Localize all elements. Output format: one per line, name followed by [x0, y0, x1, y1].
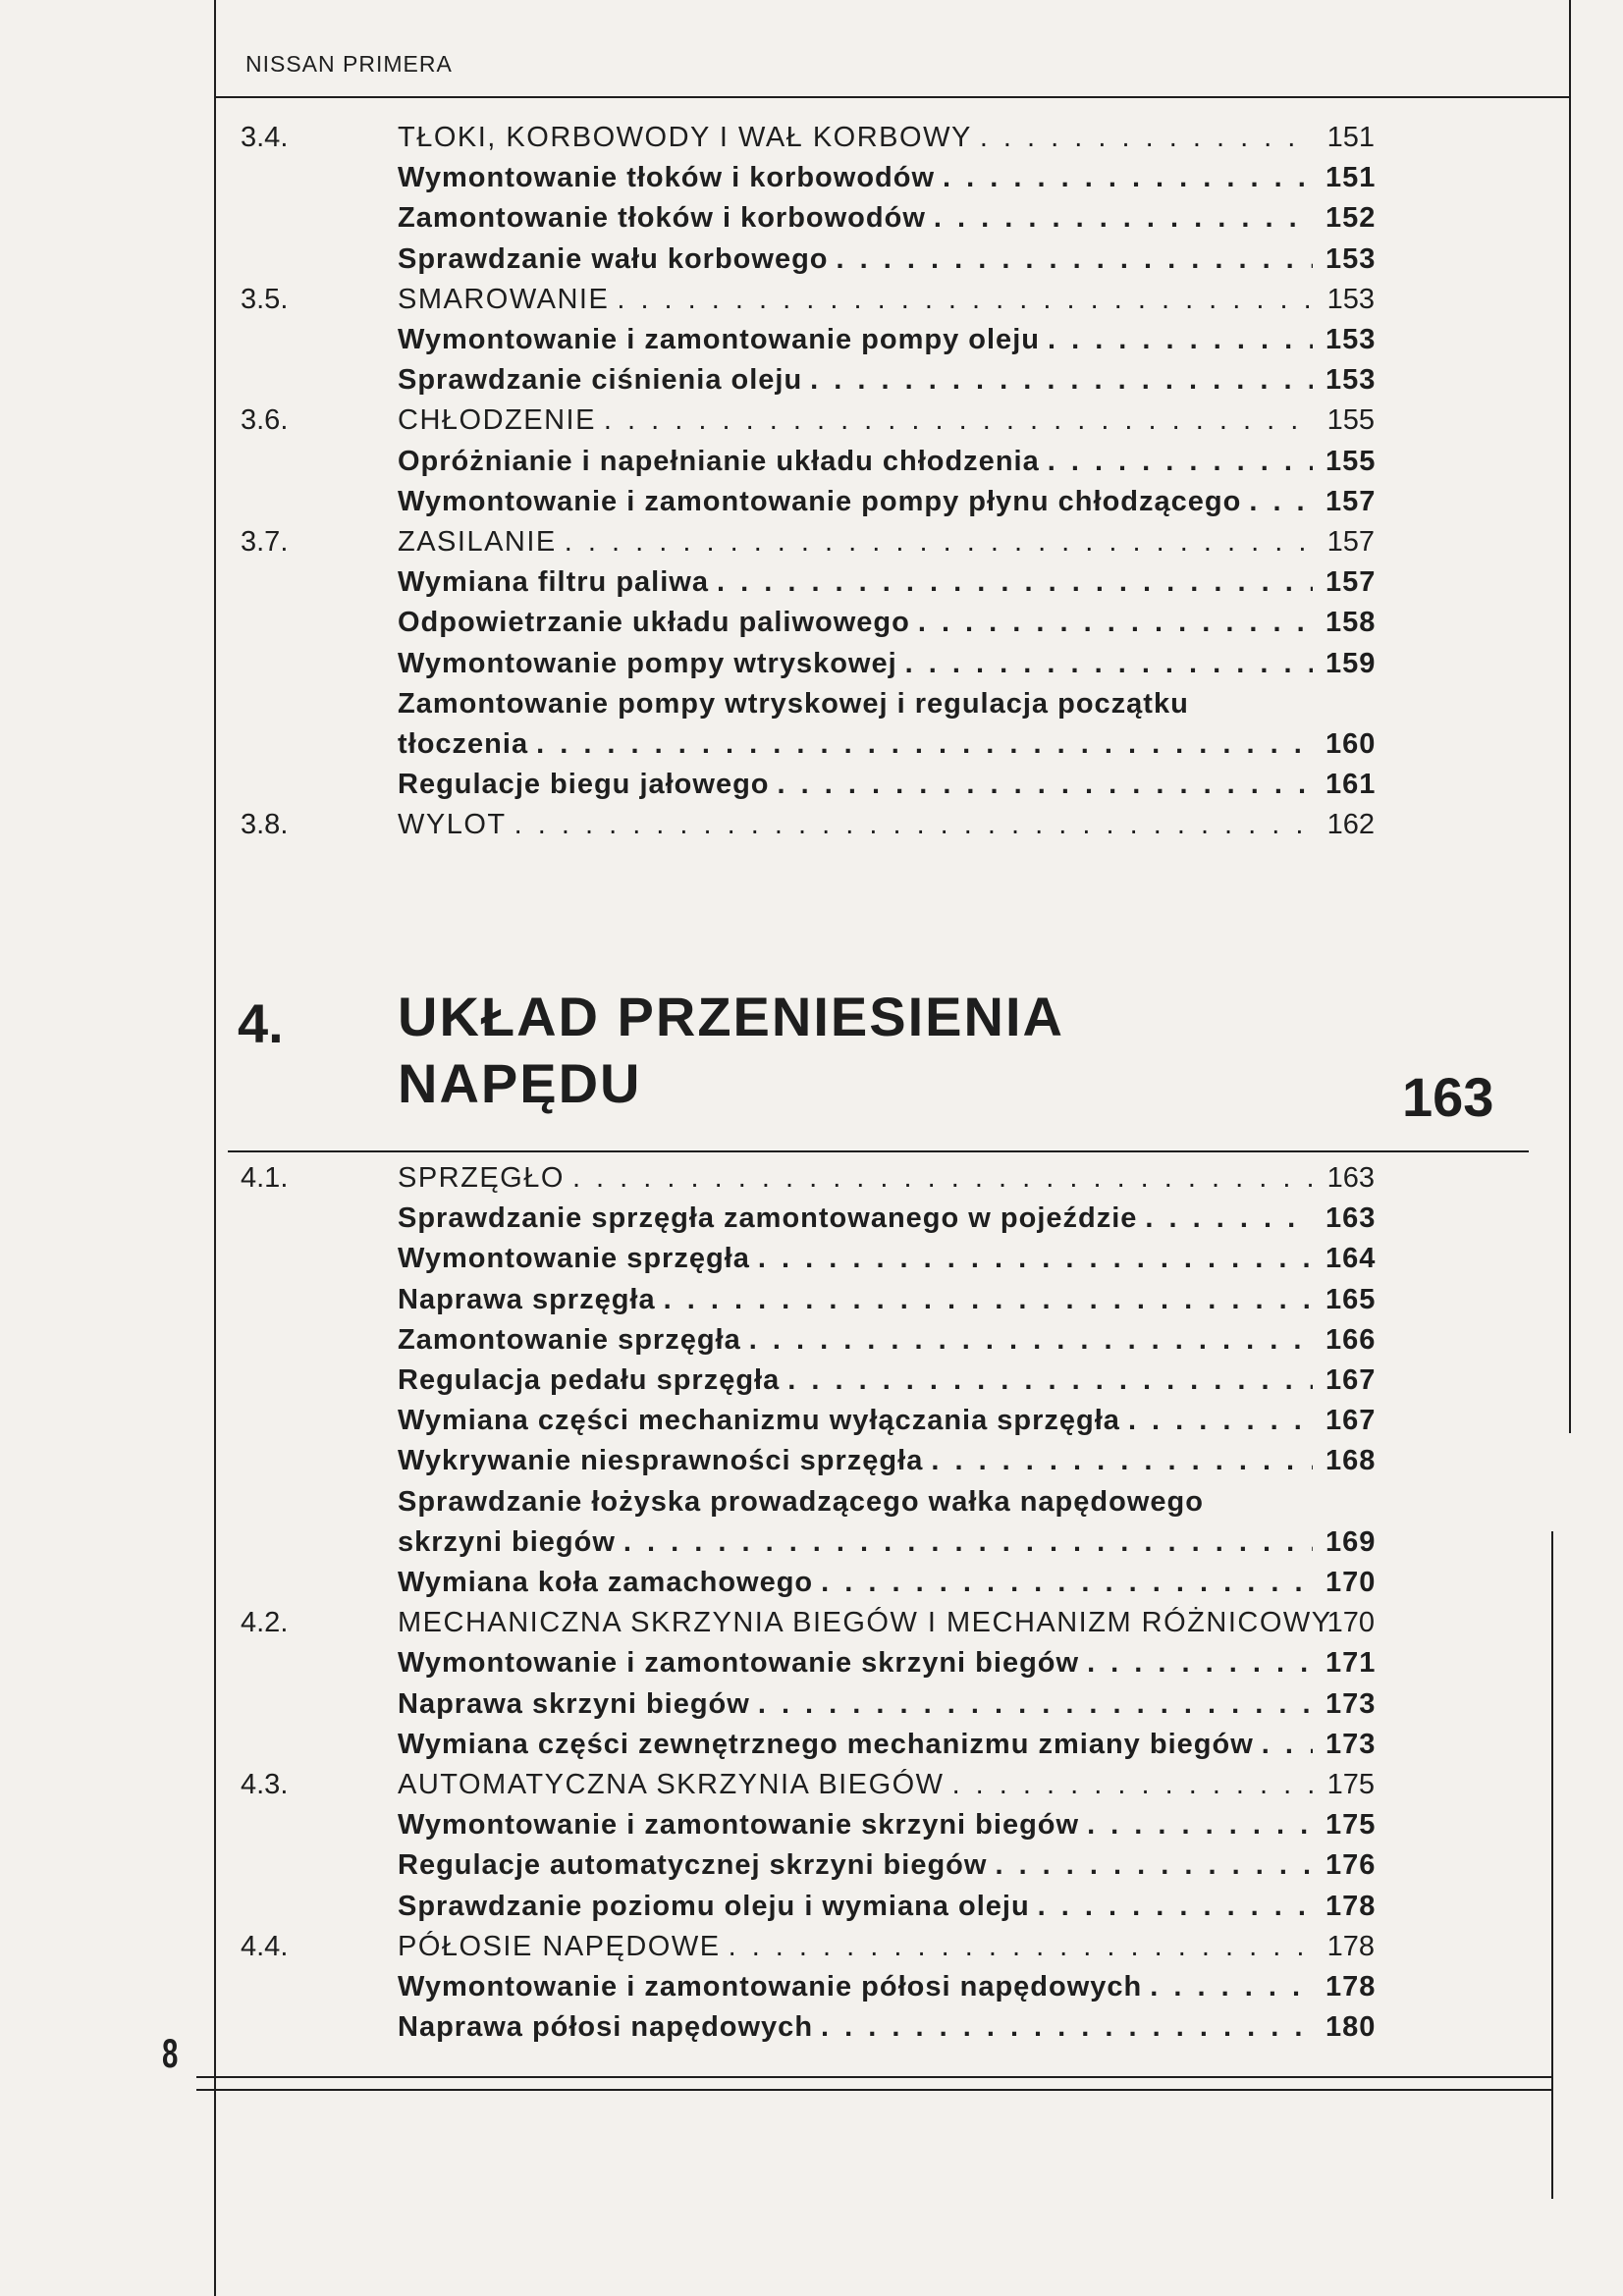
- toc-entry-number: 4.4.: [241, 1930, 289, 1962]
- toc-entry-title-text: Wymiana części zewnętrznego mechanizmu zmiany biegów: [398, 1728, 1254, 1760]
- toc-entry-title: [398, 284, 1321, 316]
- dot-leader: [918, 607, 1313, 639]
- toc-entry-title-text: WYLOT: [398, 809, 507, 841]
- toc-entry-title: [398, 728, 1321, 761]
- chapter-rule: [228, 1150, 1529, 1152]
- toc-entry-page: 168: [1325, 1445, 1377, 1477]
- toc-entry-title: [398, 446, 1321, 478]
- toc-entry-title: [398, 1405, 1321, 1437]
- toc-entry-title-text: Wymontowanie i zamontowanie skrzyni biegów: [398, 1647, 1080, 1680]
- toc-entry: [0, 1971, 1623, 2010]
- toc-entry-title: [398, 809, 1321, 841]
- toc-entry-page: 175: [1325, 1809, 1377, 1842]
- toc-entry-title-text: Wymontowanie i zamontowanie półosi napędowych: [398, 1971, 1143, 2002]
- toc-entry-page: 155: [1326, 404, 1375, 437]
- toc-entry: [0, 243, 1623, 283]
- toc-entry: [0, 324, 1623, 363]
- toc-entry-title: [398, 1162, 1321, 1195]
- toc-entry-title: [398, 1364, 1321, 1397]
- dot-leader: [1128, 1405, 1313, 1437]
- toc-entry-title-text: PÓŁOSIE NAPĘDOWE: [398, 1930, 721, 1962]
- toc-entry: [0, 1931, 1623, 1970]
- toc-entry-page: 162: [1326, 809, 1375, 841]
- toc-entry: [0, 1202, 1623, 1242]
- toc-entry: [0, 809, 1623, 848]
- toc-entry-title-text: Regulacja pedału sprzęgła: [398, 1364, 781, 1396]
- chapter-page-number: 163: [1402, 1066, 1494, 1128]
- dot-leader: [837, 243, 1313, 276]
- toc-entry-title-text: Wymontowanie tłoków i korbowodów: [398, 162, 936, 194]
- toc-entry: [0, 1849, 1623, 1889]
- toc-entry-title: [398, 162, 1321, 194]
- toc-entry: [0, 1809, 1623, 1848]
- toc-entry-title-text: Zamontowanie tłoków i korbowodów: [398, 202, 926, 235]
- toc-entry-title-text: MECHANICZNA SKRZYNIA BIEGÓW I MECHANIZM RÓŻNICOWY: [398, 1607, 1332, 1639]
- dot-leader: [821, 2011, 1313, 2044]
- toc-entry-title-text: Wymontowanie sprzęgła: [398, 1243, 750, 1275]
- dot-leader: [717, 566, 1313, 599]
- toc-entry: [0, 607, 1623, 646]
- dot-leader: [787, 1364, 1313, 1397]
- toc-entry-page: 151: [1326, 122, 1375, 153]
- toc-entry-page: 176: [1325, 1849, 1377, 1882]
- toc-entry: [0, 1243, 1623, 1282]
- toc-entry-number: 3.4.: [241, 122, 289, 153]
- toc-entry-page: 170: [1326, 1607, 1375, 1639]
- toc-entry-title: [398, 566, 1321, 599]
- dot-leader: [565, 526, 1313, 559]
- toc-entry-title-text: TŁOKI, KORBOWODY I WAŁ KORBOWY: [398, 122, 972, 153]
- dot-leader: [1262, 1729, 1313, 1761]
- toc-entry-number: 3.7.: [241, 526, 289, 558]
- toc-entry-page: 153: [1326, 283, 1375, 315]
- dot-leader: [749, 1324, 1313, 1357]
- dot-leader: [1048, 324, 1313, 356]
- toc-entry-title: [398, 122, 1321, 154]
- toc-entry-title: [398, 1567, 1321, 1599]
- toc-entry-title: [398, 1284, 1321, 1316]
- toc-entry: [0, 202, 1623, 241]
- dot-leader: [810, 364, 1313, 397]
- toc-entry-number: 3.6.: [241, 404, 289, 437]
- toc-entry-page: 169: [1325, 1525, 1377, 1558]
- toc-entry-title-text: AUTOMATYCZNA SKRZYNIA BIEGÓW: [398, 1769, 945, 1800]
- dot-leader: [758, 1243, 1313, 1275]
- toc-entry-title: [398, 1688, 1321, 1721]
- toc-entry-title: [398, 688, 1321, 721]
- toc-entry-title: [398, 1849, 1321, 1882]
- toc-entry-page: 151: [1325, 162, 1377, 194]
- toc-entry: [0, 162, 1623, 201]
- dot-leader: [952, 1769, 1313, 1801]
- toc-entry-title-text: Sprawdzanie ciśnienia oleju: [398, 364, 803, 397]
- toc-entry-title: [398, 324, 1321, 356]
- toc-entry-title-text: Zamontowanie pompy wtryskowej i regulacja początku: [398, 687, 1189, 720]
- toc-entry: [0, 648, 1623, 687]
- dot-leader: [1087, 1647, 1313, 1680]
- toc-entry-number: 3.5.: [241, 283, 289, 315]
- dot-leader: [758, 1688, 1313, 1721]
- toc-entry-title: [398, 648, 1321, 680]
- toc-entry: [0, 688, 1623, 727]
- toc-entry: [0, 1526, 1623, 1566]
- toc-entry: [0, 566, 1623, 606]
- toc-entry-page: 171: [1325, 1647, 1377, 1680]
- toc-entry-title: [398, 1931, 1321, 1963]
- toc-entry-title-text: Odpowietrzanie układu paliwowego: [398, 607, 910, 639]
- chapter-title: [398, 984, 1064, 1117]
- toc-entry-title: [398, 1324, 1321, 1357]
- toc-entry-page: 178: [1325, 1971, 1377, 2002]
- toc-entry-number: 4.3.: [241, 1769, 289, 1800]
- dot-leader: [604, 404, 1313, 437]
- toc-entry: [0, 364, 1623, 403]
- toc-entry-page: 165: [1325, 1283, 1377, 1315]
- dot-leader: [1048, 446, 1313, 478]
- toc-entry: [0, 1284, 1623, 1323]
- toc-entry-title: [398, 243, 1321, 276]
- toc-entry: [0, 1647, 1623, 1686]
- toc-entry-page: 159: [1325, 647, 1377, 679]
- toc-entry-page: 163: [1326, 1162, 1375, 1194]
- toc-entry-page: 153: [1325, 324, 1377, 355]
- toc-entry-title: [398, 1445, 1321, 1477]
- toc-entry-title-text: Naprawa półosi napędowych: [398, 2011, 814, 2044]
- toc-entry-title: [398, 1243, 1321, 1275]
- toc-entry: [0, 1162, 1623, 1201]
- toc-entry-title-text: Regulacje biegu jałowego: [398, 769, 770, 801]
- toc-entry-title-text: Wymiana części mechanizmu wyłączania sprzęgła: [398, 1405, 1120, 1437]
- dot-leader: [934, 202, 1313, 235]
- toc-entry-title: [398, 1971, 1321, 2003]
- dot-leader: [980, 122, 1313, 154]
- dot-leader: [514, 809, 1313, 841]
- toc-entry-title-text: Sprawdzanie łożyska prowadzącego wałka napędowego: [398, 1485, 1204, 1518]
- dot-leader: [1038, 1891, 1313, 1923]
- toc-entry-title: [398, 1891, 1321, 1923]
- footer-rule-lower: [196, 2089, 1551, 2091]
- toc-entry-title-text: Wymontowanie i zamontowanie pompy oleju: [398, 324, 1040, 355]
- toc-entry-title-text: Sprawdzanie wału korbowego: [398, 242, 829, 275]
- toc-entry-number: 3.8.: [241, 809, 289, 841]
- toc-entry-title: [398, 1486, 1321, 1519]
- toc-entry-page: 161: [1325, 769, 1377, 801]
- dot-leader: [729, 1931, 1313, 1963]
- toc-entry-title-text: Naprawa sprzęgła: [398, 1283, 656, 1315]
- toc-entry-page: 173: [1325, 1687, 1377, 1720]
- toc-entry: [0, 486, 1623, 525]
- toc-entry-title-text: Sprawdzanie sprzęgła zamontowanego w pojeździe: [398, 1202, 1138, 1235]
- toc-entry-page: 180: [1325, 2011, 1377, 2044]
- toc-entry: [0, 446, 1623, 485]
- chapter-title-line-1: UKŁAD PRZENIESIENIA: [398, 986, 1064, 1047]
- toc-entry-page: 178: [1325, 1890, 1377, 1922]
- toc-entry-page: 152: [1325, 202, 1377, 235]
- toc-entry-title-text: CHŁODZENIE: [398, 404, 596, 437]
- toc-entry-page: 153: [1325, 364, 1377, 397]
- toc-entry-title-text: Wykrywanie niesprawności sprzęgła: [398, 1445, 924, 1477]
- dot-leader: [943, 162, 1313, 194]
- toc-entry-page: 167: [1325, 1364, 1377, 1396]
- toc-entry-title: [398, 364, 1321, 397]
- toc-entry-page: 166: [1325, 1323, 1377, 1356]
- toc-entry: [0, 1364, 1623, 1404]
- toc-entry: [0, 1324, 1623, 1363]
- toc-entry-title: [398, 1526, 1321, 1559]
- dot-leader: [1087, 1809, 1313, 1842]
- toc-entry-title: [398, 769, 1321, 801]
- dot-leader: [905, 648, 1313, 680]
- dot-leader: [617, 284, 1313, 316]
- toc-entry-title: [398, 526, 1321, 559]
- toc-entry-title: [398, 1202, 1321, 1235]
- toc-entry-title-text: Wymontowanie i zamontowanie pompy płynu chłodzącego: [398, 485, 1242, 517]
- toc-entry-title-text: SPRZĘGŁO: [398, 1162, 565, 1194]
- dot-leader: [1150, 1971, 1313, 2003]
- toc-entry-title-text: Wymontowanie pompy wtryskowej: [398, 647, 897, 679]
- toc-entry-title-text: Sprawdzanie poziomu oleju i wymiana oleju: [398, 1890, 1030, 1922]
- toc-entry-page: 157: [1326, 526, 1375, 558]
- dot-leader: [572, 1162, 1313, 1195]
- toc-entry-title-text: Opróżnianie i napełnianie układu chłodzenia: [398, 445, 1040, 477]
- toc-entry: [0, 526, 1623, 565]
- toc-entry-title: [398, 1607, 1332, 1639]
- toc-entry-title: [398, 202, 1321, 235]
- toc-entry: [0, 1729, 1623, 1768]
- dot-leader: [623, 1526, 1313, 1559]
- toc-entry: [0, 404, 1623, 444]
- toc-entry-title-text: Wymiana koła zamachowego: [398, 1567, 814, 1598]
- toc-entry-page: 178: [1326, 1930, 1375, 1962]
- toc-entry-title: [398, 486, 1321, 518]
- toc-entry-title-text: Wymontowanie i zamontowanie skrzyni biegów: [398, 1809, 1080, 1842]
- toc-entry-title-text: Regulacje automatycznej skrzyni biegów: [398, 1849, 988, 1882]
- toc-entry: [0, 769, 1623, 808]
- toc-entry-title-text: skrzyni biegów: [398, 1525, 616, 1558]
- toc-entry-page: 175: [1326, 1769, 1375, 1800]
- toc-entry-title: [398, 1809, 1321, 1842]
- dot-leader: [536, 728, 1313, 761]
- dot-leader: [931, 1445, 1313, 1477]
- toc-entry-title: [398, 2011, 1321, 2044]
- dot-leader: [1145, 1202, 1313, 1235]
- toc-entry-title: [398, 1647, 1321, 1680]
- toc-entry-title-text: Naprawa skrzyni biegów: [398, 1687, 750, 1720]
- toc-entry-page: 173: [1325, 1728, 1377, 1760]
- dot-leader: [664, 1284, 1313, 1316]
- toc-entry: [0, 1688, 1623, 1728]
- toc-entry-page: 158: [1325, 607, 1377, 639]
- toc-entry: [0, 1607, 1623, 1646]
- toc-entry: [0, 1769, 1623, 1808]
- toc-entry-page: 157: [1325, 566, 1377, 599]
- toc-entry: [0, 1486, 1623, 1525]
- header-rule: [214, 96, 1569, 98]
- toc-entry-title-text: Zamontowanie sprzęgła: [398, 1323, 741, 1356]
- toc-entry-title-text: SMAROWANIE: [398, 283, 610, 315]
- dot-leader: [778, 769, 1313, 801]
- toc-entry-page: 163: [1325, 1202, 1377, 1235]
- toc-entry-title: [398, 607, 1321, 639]
- toc-entry-title-text: Wymiana filtru paliwa: [398, 566, 709, 599]
- toc-entry-title: [398, 404, 1321, 437]
- running-head: NISSAN PRIMERA: [245, 51, 453, 77]
- toc-entry-page: 153: [1325, 242, 1377, 275]
- page-number: 8: [162, 2030, 179, 2076]
- dot-leader: [821, 1567, 1313, 1599]
- toc-entry: [0, 284, 1623, 323]
- chapter-number: 4.: [238, 992, 284, 1054]
- toc-entry-title: [398, 1769, 1321, 1801]
- toc-entry-title-text: tłoczenia: [398, 728, 529, 760]
- chapter-title-line-2: NAPĘDU: [398, 1052, 642, 1114]
- toc-entry-page: 155: [1325, 445, 1377, 477]
- toc-entry-page: 167: [1325, 1405, 1377, 1437]
- toc-entry-page: 164: [1325, 1243, 1377, 1275]
- toc-entry-number: 4.1.: [241, 1162, 289, 1194]
- footer-rule-upper: [196, 2076, 1551, 2078]
- toc-entry: [0, 1405, 1623, 1444]
- toc-entry-page: 157: [1325, 485, 1377, 517]
- toc-entry: [0, 122, 1623, 161]
- toc-entry-title-text: ZASILANIE: [398, 526, 557, 558]
- toc-entry-number: 4.2.: [241, 1607, 289, 1639]
- toc-entry: [0, 1891, 1623, 1930]
- toc-entry-page: 160: [1325, 728, 1377, 760]
- toc-entry-page: 170: [1325, 1567, 1377, 1598]
- toc-entry-title: [398, 1729, 1321, 1761]
- dot-leader: [1249, 486, 1313, 518]
- toc-entry: [0, 728, 1623, 768]
- dot-leader: [995, 1849, 1313, 1882]
- toc-entry: [0, 1567, 1623, 1606]
- toc-entry: [0, 1445, 1623, 1484]
- toc-entry: [0, 2011, 1623, 2051]
